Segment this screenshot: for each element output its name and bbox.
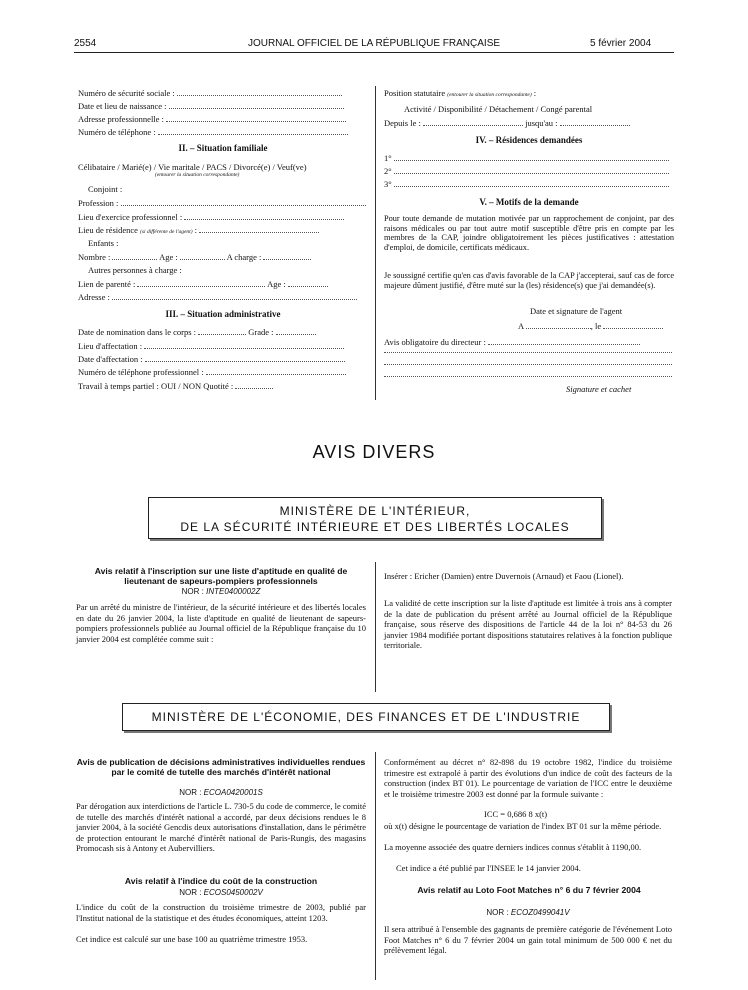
field-note: (entourer la situation correspondante) (155, 172, 240, 178)
avis3-body2: Cet indice est calculé sur une base 100 au quatrième trimestre 1953. (76, 934, 308, 944)
issue-date: 5 février 2004 (590, 38, 652, 49)
field-label: 3° (384, 179, 392, 189)
field-label: Avis obligatoire du directeur : (384, 337, 486, 347)
field-label: Lieu d'exercice professionnel : (78, 212, 183, 222)
field-label: Nombre : (78, 252, 111, 262)
avis1-inserer: Insérer : Ericher (Damien) entre Duvernois (Arnaud) et Faou (Lionel). (384, 571, 624, 581)
page-number: 2554 (74, 38, 97, 49)
avis3-nor: NOR : ECOS0450002V (179, 888, 263, 897)
avis4-title: Avis relatif au Loto Foot Matches n° 6 du 7 février 2004 (417, 885, 641, 895)
avis2-title: Avis de publication de décisions administratives individuelles rendues par le comité de tutelle des marchés d'intérêt national (76, 757, 366, 777)
field-label: Age : (159, 252, 178, 262)
avis3-body4: où x(t) désigne le pourcentage de variation de l'index BT 01 sur la même période. (384, 821, 662, 831)
section-title: V. – Motifs de la demande (479, 197, 579, 207)
field-label: Position statutaire (384, 88, 446, 98)
avis3-body6: Cet indice a été publié par l'INSEE le 14 janvier 2004. (396, 863, 581, 873)
avis4-body: Il sera attribué à l'ensemble des gagnants de première catégorie de l'événement Loto Foot Matches n° 6 du 7 février 2004 un gain total minimum de 500 000 € net du prélèvement légal. (384, 924, 672, 956)
field-label: Date de nomination dans le corps : (78, 327, 197, 337)
field-label: Lien de parenté : (78, 279, 136, 289)
field-label: A charge : (226, 252, 262, 262)
ministere-economie-box (122, 703, 610, 731)
field-label: Adresse professionnelle : (78, 114, 164, 124)
field-label: Lieu d'affectation : (78, 341, 143, 351)
dotted-line (384, 376, 672, 377)
field-label: 1° (384, 153, 392, 163)
avis2-body: Par dérogation aux interdictions de l'article L. 730-5 du code de commerce, le comité de tutelle des marchés d'intérêt national a accordé, par deux décisions rendues le 8 janvier 2004, à la société Gencdis deux autorisations d'installation, dans le périmètre de protection entourant le marché d'intérêt national de Paris-Rungis, des magasins Promocash sis à Antony et Aubervilliers. (76, 801, 366, 854)
field-label: 2° (384, 166, 392, 176)
section-title: III. – Situation administrative (165, 309, 281, 319)
avis3-body5: La moyenne associée des quatre derniers indices connus s'établit à 1190,00. (384, 842, 642, 852)
field-label: Travail à temps partiel : OUI / NON Quotité : (78, 381, 234, 391)
field-label: Activité / Disponibilité / Détachement / Congé parental (404, 104, 593, 114)
ministere-interieur-box (148, 497, 602, 539)
field-label: Age : (267, 279, 286, 289)
certification-text: Je soussigné certifie qu'en cas d'avis favorable de la CAP j'accepterai, sauf cas de force majeure dûment justifié, d'être muté sur la (les) résidence(s) que j'ai demandée(s). (384, 271, 674, 290)
field-label: Conjoint : (88, 184, 123, 194)
avis2-nor: NOR : ECOA0420001S (179, 788, 263, 797)
dotted-line (384, 364, 672, 365)
field-label: Date d'affectation : (78, 354, 143, 364)
section-title: IV. – Résidences demandées (475, 135, 583, 145)
avis1-body: Par un arrêté du ministre de l'intérieur, de la sécurité intérieure et des libertés locales en date du 26 janvier 2004, la liste d'aptitude en qualité de lieutenant de sapeurs-pompiers professionnels publiée au Journal officiel de la République française du 10 janvier 2004 est complétée comme suit : (76, 602, 366, 644)
field-label: Numéro de sécurité sociale : (78, 88, 175, 98)
field-label: Autres personnes à charge : (88, 265, 182, 275)
avis-divers-heading: AVIS DIVERS (312, 442, 436, 462)
field-note: (entourer la situation correspondante) (447, 92, 532, 98)
column-divider (375, 86, 376, 400)
motifs-text: Pour toute demande de mutation motivée par un rapprochement de conjoint, par des raisons médicales ou par tout autre motif susceptible d'être pris en compte par les membres de la CAP, joindre obligatoirement les pièces justificatives : attestation d'emploi, de domicile, certificats médicaux. (384, 214, 674, 252)
field-label: Depuis le : (384, 118, 421, 128)
avis3-title: Avis relatif à l'indice du coût de la construction (124, 876, 318, 886)
field-label: , le (590, 321, 602, 331)
field-note: (si différente de l'agent) (140, 229, 193, 235)
ministere-interieur-line1: MINISTÈRE DE L'INTÉRIEUR, (279, 504, 471, 518)
avis4-nor: NOR : ECOZ0499041V (486, 908, 570, 917)
field-label: A (518, 321, 524, 331)
date-signature-label: Date et signature de l'agent (530, 306, 623, 316)
field-label: Grade : (248, 327, 274, 337)
dotted-line (384, 352, 672, 353)
journal-title: JOURNAL OFFICIEL DE LA RÉPUBLIQUE FRANÇAISE (247, 38, 501, 49)
field-label: Célibataire / Marié(e) / Vie maritale / PACS / Divorcé(e) / Veuf(ve) (78, 162, 307, 172)
avis1-validite: La validité de cette inscription sur la liste d'aptitude est limitée à trois ans à compter de la date de publication du présent arrêté au Journal officiel de la République française, sous réserve des dispositions de l'article 44 de la loi n° 84-53 du 26 janvier 1984 modifiée portant dispositions statutaires relatives à la fonction publique territoriale. (384, 598, 672, 651)
avis1-title: Avis relatif à l'inscription sur une liste d'aptitude en qualité de lieutenant de sapeurs-pompiers professionnels (94, 566, 348, 586)
avis3-body3: Conformément au décret n° 82-898 du 19 octobre 1982, l'indice du troisième trimestre est extrapolé à partir des évolutions d'un indice de coût des facteurs de la construction (index BT 01). Le pourcentage de variation de l'ICC entre le deuxième et le troisième trimestre 2003 est donné par la formule suivante : (384, 757, 672, 799)
ministere-interieur-line2: DE LA SÉCURITÉ INTÉRIEURE ET DES LIBERTÉS LOCALES (180, 520, 570, 534)
field-label: Numéro de téléphone professionnel : (78, 367, 204, 377)
section-title: II. – Situation familiale (178, 143, 268, 153)
avis3-formula: ICC = 0,686 8 x(t) (484, 809, 548, 819)
column-divider (375, 752, 376, 980)
field-label: Lieu de résidence (78, 225, 138, 235)
signature-cachet-label: Signature et cachet (566, 384, 632, 394)
ministere-economie-title: MINISTÈRE DE L'ÉCONOMIE, DES FINANCES ET DE L'INDUSTRIE (151, 710, 581, 724)
column-divider (375, 562, 376, 692)
field-label: Profession : (78, 198, 119, 208)
field-label: Numéro de téléphone : (78, 127, 156, 137)
avis3-body1: L'indice du coût de la construction du troisième trimestre de 2003, publié par l'Institut national de la statistique et des études économiques, atteint 1203. (76, 902, 366, 923)
field-label: jusqu'au : (525, 118, 558, 128)
field-label: Enfants : (88, 238, 119, 248)
field-label: Date et lieu de naissance : (78, 101, 167, 111)
header-rule (74, 52, 674, 53)
field-label: Adresse : (78, 292, 110, 302)
avis1-nor: NOR : INTE0400002Z (181, 587, 261, 596)
